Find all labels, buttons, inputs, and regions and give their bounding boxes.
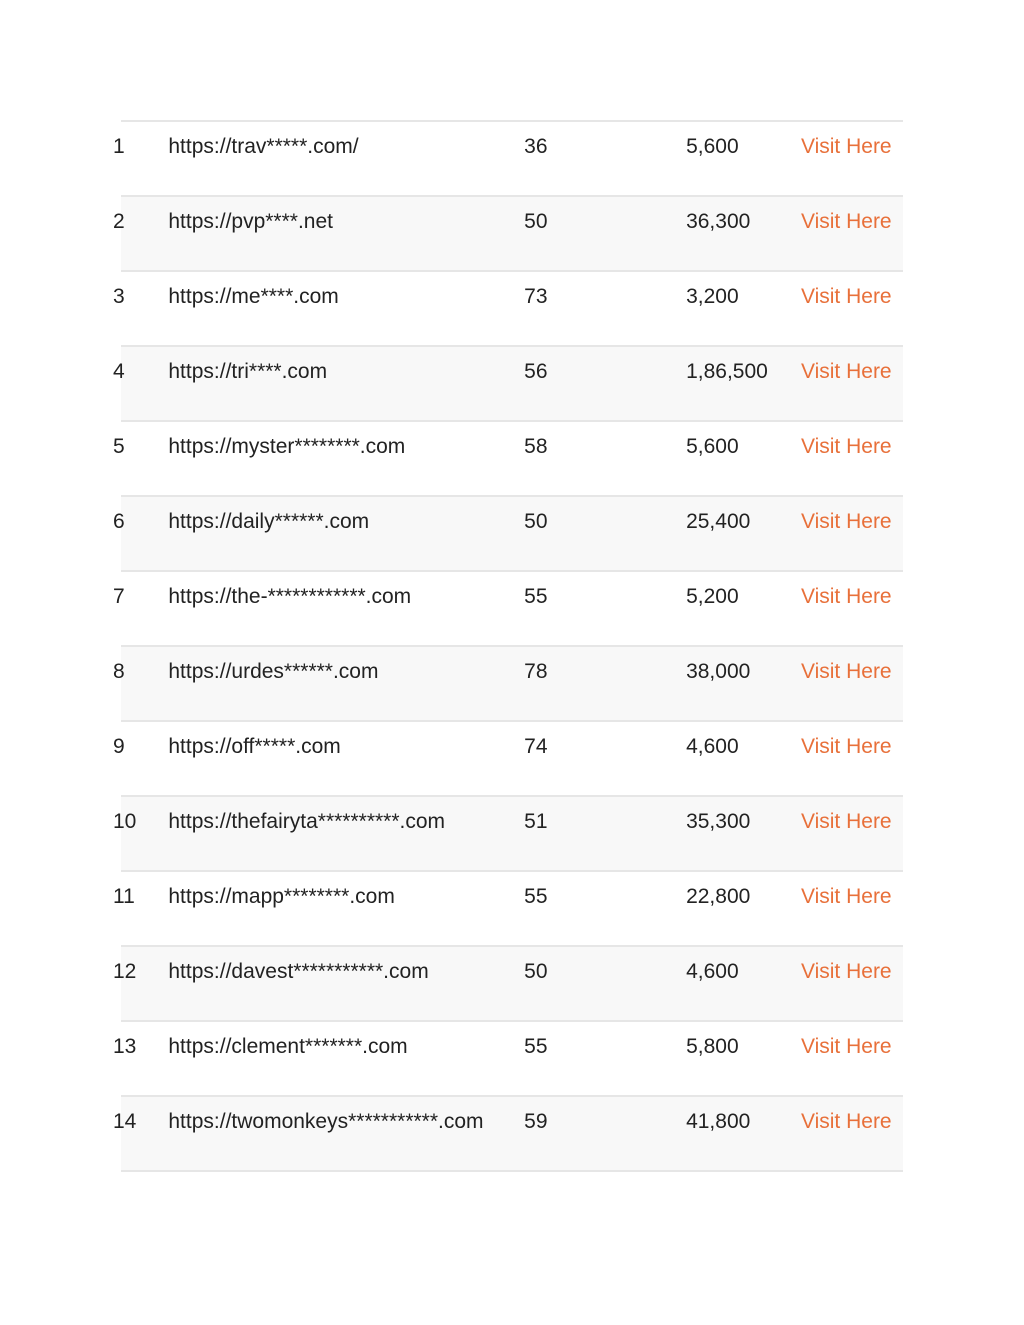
traffic-value-cell [686,646,808,721]
row-number-cell [113,121,175,196]
domain-authority: 55 [524,885,548,908]
site-url-clip [168,584,525,609]
traffic-value-cell [686,871,808,946]
visit-here-link-clip [800,1034,903,1059]
site-url: https://trav*****.com/ [168,135,359,158]
site-url-cell [168,421,533,496]
visit-here-link-cell [800,946,903,1021]
table-row [121,721,903,796]
site-url-clip [168,809,525,834]
visit-here-link-clip [800,884,903,909]
visit-here-link-cell [800,646,903,721]
site-url-cell [168,496,533,571]
traffic-value-cell [686,346,808,421]
row-number: 3 [113,285,125,308]
row-number-clip [113,659,151,684]
visit-here-link-clip [800,284,903,309]
traffic-value-cell [686,121,808,196]
visit-here-link[interactable]: Visit Here [800,1110,892,1133]
site-url-clip [168,209,525,234]
table-row [121,571,903,646]
table-row [121,796,903,871]
row-number: 12 [113,960,137,983]
site-url-clip [168,359,525,384]
row-number-clip [113,809,151,834]
traffic-value: 3,200 [686,285,739,308]
row-number-cell [113,196,175,271]
visit-here-link-cell [800,1096,903,1171]
row-number-clip [113,434,151,459]
site-url-cell [168,571,533,646]
site-url-cell [168,196,533,271]
domain-authority-cell [524,496,694,571]
site-url-cell [168,646,533,721]
traffic-value-clip [686,884,804,909]
visit-here-link-clip [800,584,903,609]
visit-here-link[interactable]: Visit Here [800,660,892,683]
site-url-cell [168,871,533,946]
row-number-clip [113,884,151,909]
domain-authority-cell [524,571,694,646]
domain-authority-cell [524,421,694,496]
row-number-clip [113,209,151,234]
domain-authority: 59 [524,1110,548,1133]
site-list-table-wrapper [113,120,903,1172]
domain-authority-clip [524,359,573,384]
site-url-cell [168,121,533,196]
visit-here-link-cell [800,496,903,571]
traffic-value: 35,300 [686,810,751,833]
traffic-value-cell [686,1021,808,1096]
traffic-value: 4,600 [686,960,739,983]
row-number-cell [113,1021,175,1096]
table-row [121,196,903,271]
site-url-clip [168,959,525,984]
row-number-clip [113,284,151,309]
domain-authority-clip [524,1109,573,1134]
row-number-clip [113,1034,151,1059]
visit-here-link[interactable]: Visit Here [800,960,892,983]
row-number: 8 [113,660,125,683]
visit-here-link[interactable]: Visit Here [800,435,892,458]
site-url: https://off*****.com [168,735,341,758]
row-number: 11 [113,885,135,908]
domain-authority: 50 [524,960,548,983]
row-number-clip [113,734,151,759]
traffic-value-clip [686,1109,804,1134]
domain-authority-cell [524,271,694,346]
visit-here-link-clip [800,734,903,759]
row-number-cell [113,946,175,1021]
domain-authority-clip [524,884,573,909]
visit-here-link[interactable]: Visit Here [800,360,892,383]
site-url-cell [168,271,533,346]
row-number-clip [113,509,151,534]
visit-here-link-clip [800,434,903,459]
site-url-clip [168,884,525,909]
table-row [121,646,903,721]
domain-authority: 73 [524,285,548,308]
domain-authority-clip [524,959,573,984]
visit-here-link-cell [800,421,903,496]
site-url-clip [168,734,525,759]
table-row [121,1096,903,1171]
row-number-cell [113,421,175,496]
row-number: 14 [113,1110,137,1133]
domain-authority-clip [524,284,573,309]
visit-here-link-cell [800,871,903,946]
traffic-value: 1,86,500 [686,360,768,383]
table-row [121,346,903,421]
row-number-cell [113,721,175,796]
table-row [121,496,903,571]
visit-here-link-clip [800,659,903,684]
domain-authority-clip [524,509,573,534]
site-url: https://urdes******.com [168,660,379,683]
traffic-value-clip [686,434,804,459]
visit-here-link-cell [800,1021,903,1096]
table-row [121,1021,903,1096]
traffic-value-cell [686,1096,808,1171]
table-row [121,271,903,346]
traffic-value: 5,600 [686,135,739,158]
site-url: https://myster********.com [168,435,406,458]
visit-here-link[interactable]: Visit Here [800,810,892,833]
domain-authority-cell [524,721,694,796]
traffic-value-cell [686,796,808,871]
domain-authority: 36 [524,135,548,158]
table-row [121,871,903,946]
domain-authority: 50 [524,210,548,233]
domain-authority: 78 [524,660,548,683]
site-url: https://clement*******.com [168,1035,408,1058]
visit-here-link-cell [800,796,903,871]
site-url: https://the-************.com [168,585,412,608]
traffic-value: 36,300 [686,210,751,233]
domain-authority-clip [524,434,573,459]
site-url: https://davest***********.com [168,960,429,983]
domain-authority: 58 [524,435,548,458]
traffic-value: 41,800 [686,1110,751,1133]
visit-here-link[interactable]: Visit Here [800,210,892,233]
traffic-value-clip [686,584,804,609]
row-number: 9 [113,735,125,758]
visit-here-link[interactable]: Visit Here [800,285,892,308]
site-url-cell [168,721,533,796]
row-number-clip [113,134,151,159]
traffic-value-cell [686,946,808,1021]
traffic-value-clip [686,359,804,384]
domain-authority-cell [524,346,694,421]
visit-here-link[interactable]: Visit Here [800,585,892,608]
site-list-table [113,120,903,1172]
domain-authority: 50 [524,510,548,533]
site-url-clip [168,659,525,684]
traffic-value-clip [686,659,804,684]
traffic-value-cell [686,421,808,496]
traffic-value: 22,800 [686,885,751,908]
domain-authority-cell [524,196,694,271]
site-url-cell [168,346,533,421]
site-url-clip [168,509,525,534]
traffic-value: 5,800 [686,1035,739,1058]
traffic-value-cell [686,496,808,571]
row-number-cell [113,646,175,721]
domain-authority: 56 [524,360,548,383]
row-number: 7 [113,585,125,608]
visit-here-link-clip [800,809,903,834]
domain-authority-cell [524,646,694,721]
visit-here-link-cell [800,721,903,796]
row-number-clip [113,1109,151,1134]
domain-authority-cell [524,1096,694,1171]
traffic-value-clip [686,509,804,534]
site-list-table-body [113,121,903,1171]
row-number-cell [113,1096,175,1171]
site-url-cell [168,1021,533,1096]
traffic-value-clip [686,809,804,834]
row-number-clip [113,584,151,609]
row-number-cell [113,496,175,571]
traffic-value: 38,000 [686,660,751,683]
traffic-value-cell [686,196,808,271]
visit-here-link[interactable]: Visit Here [800,885,892,908]
site-url-clip [168,134,525,159]
traffic-value-clip [686,1034,804,1059]
domain-authority-cell [524,946,694,1021]
row-number: 4 [113,360,125,383]
traffic-value-clip [686,734,804,759]
domain-authority-clip [524,584,573,609]
traffic-value-clip [686,284,804,309]
site-url: https://mapp********.com [168,885,395,908]
visit-here-link[interactable]: Visit Here [800,1035,892,1058]
visit-here-link-cell [800,121,903,196]
domain-authority-cell [524,1021,694,1096]
site-url: https://tri****.com [168,360,328,383]
site-url-clip [168,1109,525,1134]
site-url-cell [168,946,533,1021]
row-number-cell [113,271,175,346]
visit-here-link-cell [800,346,903,421]
traffic-value-cell [686,571,808,646]
table-row [121,421,903,496]
visit-here-link[interactable]: Visit Here [800,510,892,533]
visit-here-link-cell [800,571,903,646]
row-number: 1 [113,135,125,158]
visit-here-link-cell [800,196,903,271]
domain-authority-clip [524,734,573,759]
traffic-value-clip [686,959,804,984]
domain-authority: 55 [524,1035,548,1058]
site-url-clip [168,284,525,309]
domain-authority: 51 [524,810,548,833]
domain-authority-cell [524,871,694,946]
domain-authority-clip [524,659,573,684]
row-number-clip [113,959,151,984]
domain-authority-clip [524,209,573,234]
traffic-value-clip [686,209,804,234]
domain-authority-clip [524,809,573,834]
table-row [121,121,903,196]
domain-authority-cell [524,796,694,871]
row-number-cell [113,871,175,946]
traffic-value: 5,600 [686,435,739,458]
row-number-cell [113,571,175,646]
site-url: https://twomonkeys***********.com [168,1110,484,1133]
traffic-value-clip [686,134,804,159]
row-number-cell [113,796,175,871]
site-url-clip [168,1034,525,1059]
site-url-cell [168,1096,533,1171]
visit-here-link-clip [800,509,903,534]
traffic-value: 25,400 [686,510,751,533]
site-url-clip [168,434,525,459]
domain-authority: 74 [524,735,548,758]
domain-authority-clip [524,134,573,159]
domain-authority-clip [524,1034,573,1059]
visit-here-link-cell [800,271,903,346]
domain-authority-cell [524,121,694,196]
traffic-value-cell [686,271,808,346]
row-number-clip [113,359,151,384]
row-number: 10 [113,810,137,833]
visit-here-link-clip [800,134,903,159]
visit-here-link[interactable]: Visit Here [800,135,892,158]
domain-authority: 55 [524,585,548,608]
site-url-cell [168,796,533,871]
visit-here-link[interactable]: Visit Here [800,735,892,758]
traffic-value: 5,200 [686,585,739,608]
visit-here-link-clip [800,209,903,234]
traffic-value: 4,600 [686,735,739,758]
site-url: https://pvp****.net [168,210,333,233]
site-url: https://me****.com [168,285,339,308]
visit-here-link-clip [800,359,903,384]
row-number-cell [113,346,175,421]
site-url: https://daily******.com [168,510,370,533]
visit-here-link-clip [800,959,903,984]
row-number: 5 [113,435,125,458]
row-number: 2 [113,210,125,233]
traffic-value-cell [686,721,808,796]
table-row [121,946,903,1021]
row-number: 13 [113,1035,137,1058]
row-number: 6 [113,510,125,533]
site-url: https://thefairyta**********.com [168,810,446,833]
visit-here-link-clip [800,1109,903,1134]
